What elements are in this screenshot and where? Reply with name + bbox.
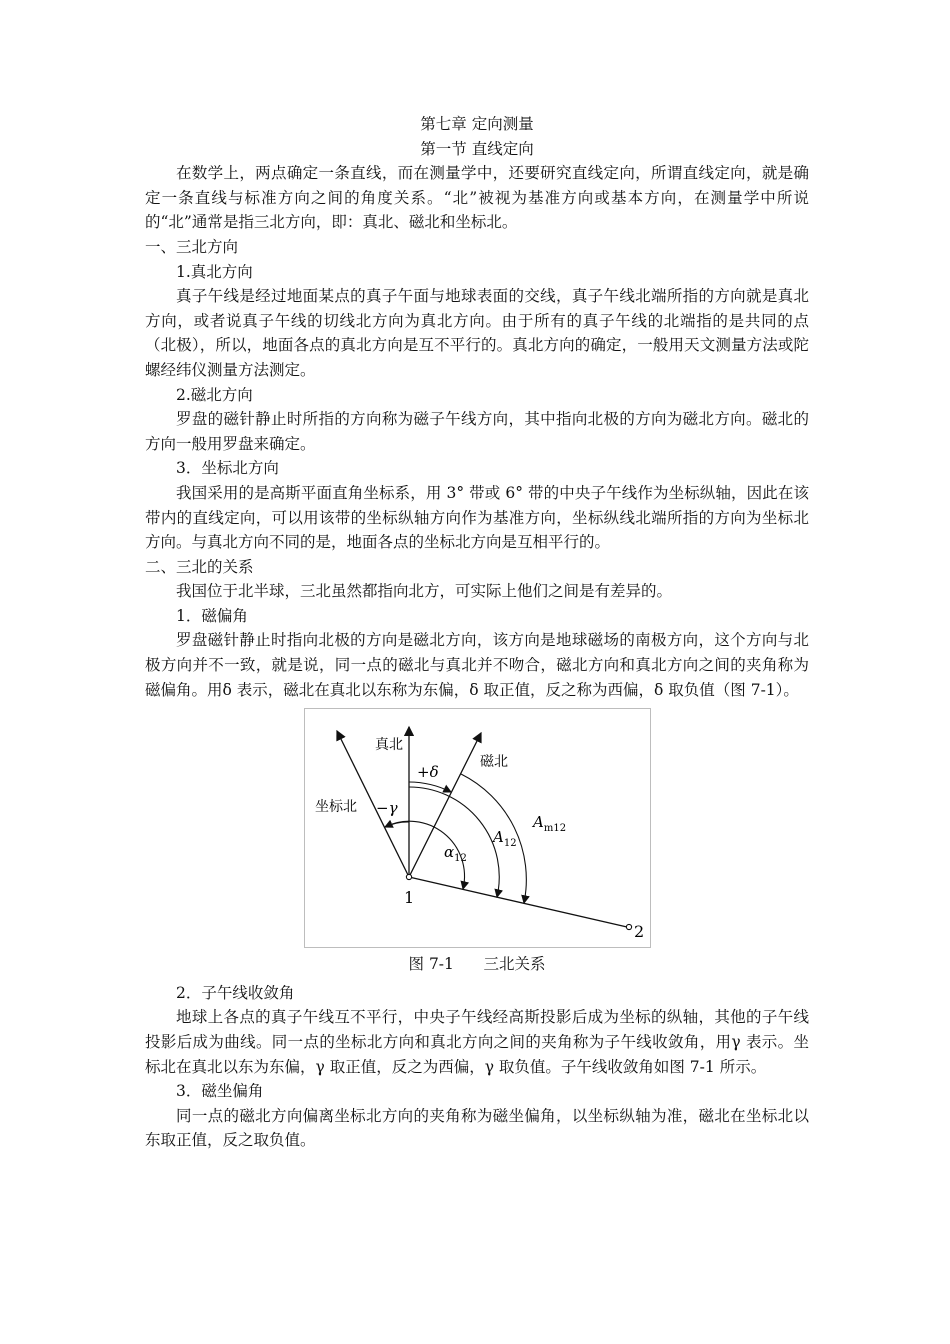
document-page [145, 112, 809, 1153]
grid-mag-angle-text: 同一点的磁北方向偏离坐标北方向的夹角称为磁坐偏角，以坐标纵轴为准，磁北在坐标北以东取正值，反之取负值。 [145, 1106, 809, 1150]
three-north-diagram [305, 709, 650, 947]
grid-north-text: 我国采用的是高斯平面直角坐标系，用 3° 带或 6° 带的中央子午线作为坐标纵轴，因此在该带内的直线定向，可以用该带的坐标纵轴方向作为基准方向，坐标纵线北端所指的方向为坐标北方向。与真北方向不同的是，地面各点的坐标北方向是互相平行的。 [145, 483, 809, 552]
section-title: 第一节 直线定向 [420, 139, 534, 158]
figure-caption [145, 952, 809, 977]
magnetic-north-heading: 2.磁北方向 [176, 385, 253, 404]
label-Am12: $A_{m12}$ [533, 813, 567, 835]
magnetic-north-text: 罗盘的磁针静止时所指的方向称为磁子午线方向，其中指向北极的方向为磁北方向。磁北的方向一般用罗盘来确定。 [145, 410, 809, 453]
convergence-heading: 2．子午线收敛角 [176, 983, 295, 1002]
label-A12: $A_{12}$ [493, 828, 517, 850]
intro-paragraph: 在数学上，两点确定一条直线，而在测量学中，还要研究直线定向，所谓直线定向，就是确定一条直线与标准方向之间的角度关系。“北”被视为基准方向或基本方向，在测量学中所说的“北”通常是指三北方向，即：真北、磁北和坐标北。 [145, 164, 809, 232]
declination-text: 罗盘磁针静止时指向北极的方向是磁北方向，该方向是地球磁场的南极方向，这个方向与北极方向并不一致，就是说，同一点的磁北与真北并不吻合，磁北方向和真北方向之间的夹角称为磁偏角。用δ 表示，磁北在真北以东称为东偏，δ 取正值，反之称为西偏，δ 取负值（图 7-1）。 [145, 631, 809, 699]
convergence-text: 地球上各点的真子午线互不平行，中央子午线经高斯投影后成为坐标的纵轴，其他的子午线投影后成为曲线。同一点的坐标北方向和真北方向之间的夹角称为子午线收敛角，用γ 表示。坐标北在真北以东为东偏，γ 取正值，反之为西偏，γ 取负值。子午线收敛角如图 7-1 所示。 [145, 1008, 809, 1076]
label-gamma: −γ [376, 799, 398, 818]
grid-north-heading: 3．坐标北方向 [176, 459, 279, 478]
label-point-1: 1 [404, 888, 415, 908]
line-1-2 [409, 877, 627, 927]
part2-intro: 我国位于北半球，三北虽然都指向北方，可实际上他们之间是有差异的。 [176, 582, 673, 601]
grid-mag-angle-heading: 3．磁坐偏角 [176, 1082, 264, 1101]
label-delta: +δ [417, 763, 439, 782]
label-point-2: 2 [634, 922, 645, 942]
label-magnetic-north: 磁北 [480, 754, 508, 771]
point-1 [406, 875, 411, 880]
chapter-title: 第七章 定向测量 [420, 115, 534, 133]
label-alpha: $\alpha_{12}$ [444, 843, 467, 865]
figure-caption-text: 三北关系 [483, 955, 546, 974]
label-grid-north: 坐标北 [315, 799, 357, 816]
figure-caption-number: 图 7-1 [408, 955, 454, 974]
part2-heading: 二、三北的关系 [145, 557, 254, 576]
figure-7-1 [304, 708, 651, 948]
point-2 [626, 925, 631, 930]
true-north-text: 真子午线是经过地面某点的真子午面与地球表面的交线，真子午线北端所指的方向就是真北方向，或者说真子午线的切线北方向为真北方向。由于所有的真子午线的北端指的是共同的点（北极），所以，地面各点的真北方向是互不平行的。真北方向的确定，一般用天文测量方法或陀螺经纬仪测量方法测定。 [145, 287, 809, 379]
label-true-north: 真北 [375, 737, 403, 754]
true-north-heading: 1.真北方向 [176, 262, 253, 281]
declination-heading: 1．磁偏角 [176, 606, 248, 625]
part1-heading: 一、三北方向 [145, 237, 239, 256]
